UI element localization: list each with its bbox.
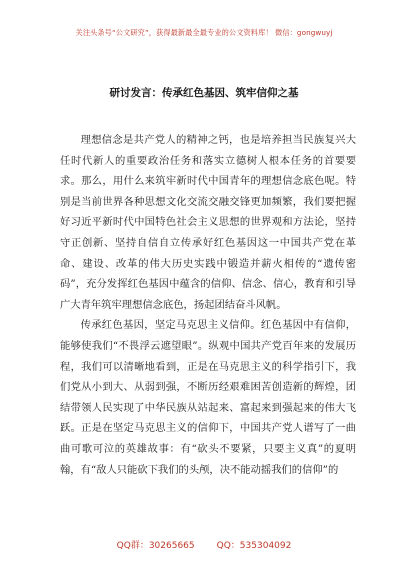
document-body bbox=[60, 130, 356, 480]
paragraph: 传承红色基因，坚定马克思主义信仰。红色基因中有信仰，能够使我们“不畏浮云遮望眼”。纵观中国共产党百年来的发展历程，我们可以清晰地看到，正是在马克思主义的科学指引下，我们党从小到大、从弱到强，不断历经艰难困苦创造新的辉煌，团结带领人民实现了中华民族从站起来、富起来到强起来的伟大飞跃。正是在坚定马克思主义的信仰下，中国共产党人谱写了一曲曲可歌可泣的英雄故事：有“砍头不要紧，只要主义真”的夏明翰，有“敌人只能砍下我们的头颅，决不能动摇我们的信仰”的 bbox=[60, 319, 356, 476]
header-note: 关注头条号“公文研究”，获得最新最全最专业的公文资料库！ 微信：gongwuyj bbox=[75, 28, 333, 37]
document-title: 研讨发言：传承红色基因、筑牢信仰之基 bbox=[109, 87, 299, 99]
footer bbox=[0, 538, 408, 551]
footer-qq-contact: QQ：535304092 bbox=[216, 541, 292, 551]
paragraph: 理想信念是共产党人的精神之钙，也是培养担当民族复兴大任时代新人的重要政治任务和落实立德树人根本任务的首要要求。那么，用什么来筑牢新时代中国青年的理想信念底色呢。特别是当前世界各种思想文化交流交融交锋更加频繁，我们要把握好习近平新时代中国特色社会主义思想的世界观和方法论，坚持守正创新、坚持自信自立传承好红色基因这一中国共产党在革命、建设、改革的伟大历史实践中锻造并薪火相传的“遗传密码”，充分发挥红色基因中蕴含的信仰、信念、信心，教育和引导广大青年筑牢理想信念底色，扬起团结奋斗风帆。 bbox=[60, 134, 356, 311]
footer-qq-group: QQ群：30265665 bbox=[116, 541, 195, 551]
